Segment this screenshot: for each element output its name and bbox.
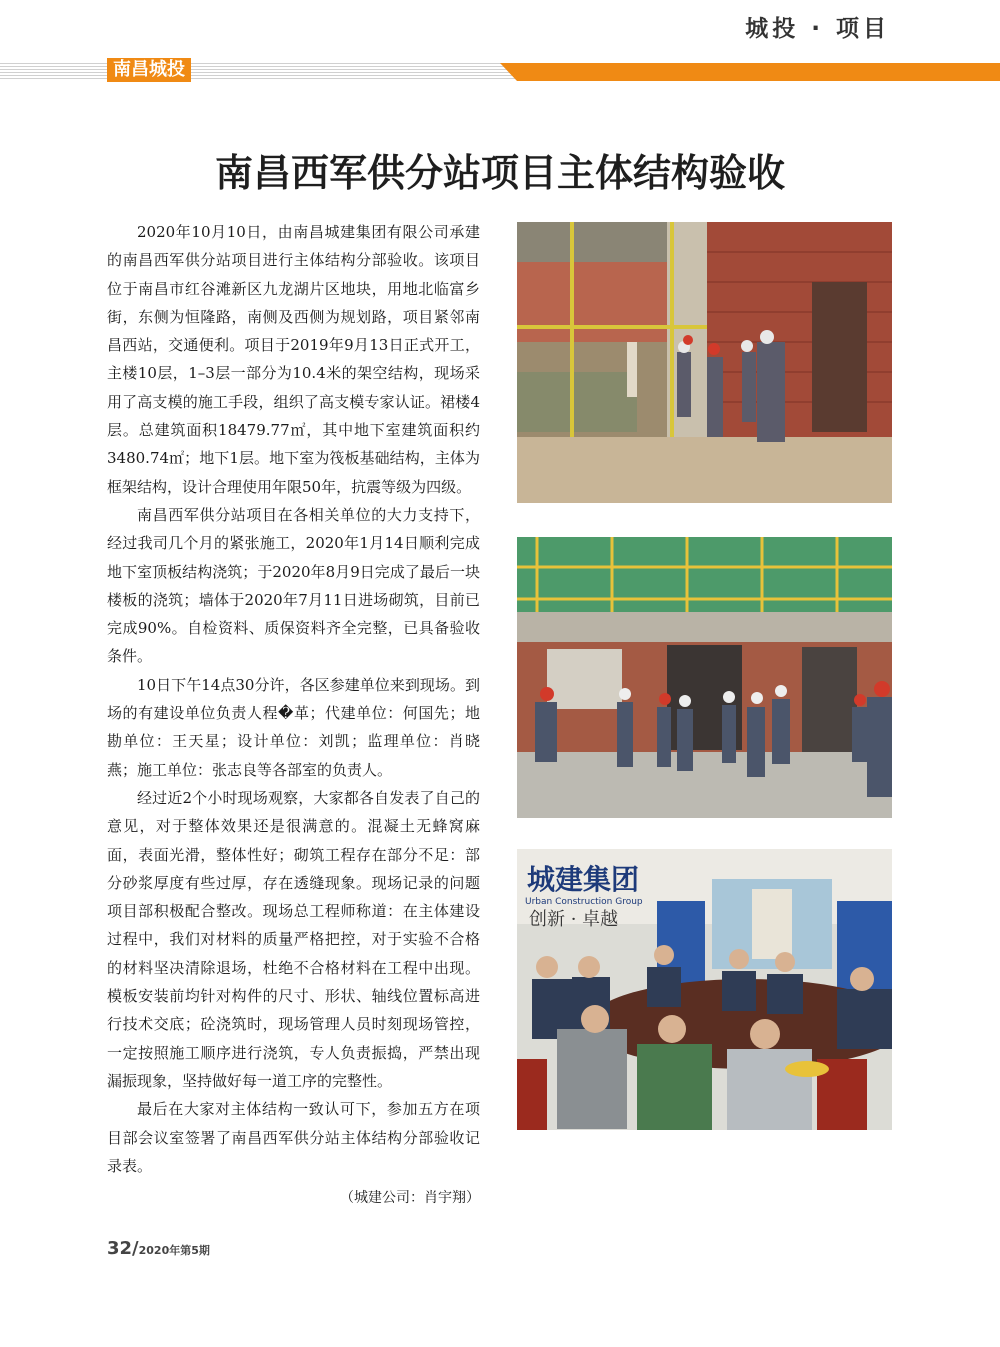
- column-tag: 南昌城投: [107, 58, 191, 82]
- photo-group-outside: [517, 537, 892, 818]
- paragraph-3: 10日下午14点30分许，各区参建单位来到现场。到场的有建设单位负责人程�革；代建单位：何国先；地勘单位：王天星；设计单位：刘凯；监理单位：肖晓燕；施工单位：张志良等各部室的负责人。: [107, 675, 480, 779]
- page-footer: [107, 1238, 210, 1259]
- issue-label: 2020年第5期: [138, 1244, 210, 1257]
- meeting-sign-english: Urban Construction Group: [525, 897, 643, 907]
- photo-meeting-room: [517, 849, 892, 1130]
- section-title: 城投 · 项目: [745, 16, 890, 42]
- page-number: 32/: [107, 1238, 139, 1259]
- paragraph-1: 2020年10月10日，由南昌城建集团有限公司承建的南昌西军供分站项目进行主体结构分部验收。该项目位于南昌市红谷滩新区九龙湖片区地块，用地北临富乡街，东侧为恒隆路，南侧及西侧为规划路，项目紧邻南昌西站，交通便利。项目于2019年9月13日正式开工，主楼10层，1–3层一部分为10.4米的架空结构，现场采用了高支模的施工手段，组织了高支模专家认证。裙楼4层。总建筑面积18479.77㎡，其中地下室建筑面积约3480.74㎡；地下1层。地下室为筏板基础结构，主体为框架结构，设计合理使用年限50年，抗震等级为四级。: [107, 223, 480, 496]
- paragraph-5: 最后在大家对主体结构一致认可下，参加五方在项目部会议室签署了南昌西军供分站主体结构分部验收记录表。: [107, 1100, 480, 1175]
- photo-site-inspection: [517, 222, 892, 503]
- meeting-sign-main: 城建集团: [527, 863, 640, 896]
- byline: （城建公司：肖宇翔）: [340, 1190, 480, 1206]
- paragraph-4: 经过近2个小时现场观察，大家都各自发表了自己的意见，对于整体效果还是很满意的。混凝土无蜂窝麻面，表面光滑，整体性好；砌筑工程存在部分不足：部分砂浆厚度有些过厚，存在透缝现象。现场记录的问题项目部积极配合整改。现场总工程师称道：在主体建设过程中，我们对材料的质量严格把控，对于实验不合格的材料坚决清除退场，杜绝不合格材料在工程中出现。模板安装前均针对构件的尺寸、形状、轴线位置标高进行技术交底；砼浇筑时，现场管理人员时刻现场管控，一定按照施工顺序进行浇筑，专人负责振捣，严禁出现漏振现象，坚持做好每一道工序的完整性。: [107, 788, 480, 1090]
- meeting-slogan: 创新 · 卓越: [529, 909, 619, 930]
- article-title: 南昌西军供分站项目主体结构验收: [214, 151, 785, 195]
- article-body: [107, 218, 480, 1180]
- paragraph-2: 南昌西军供分站项目在各相关单位的大力支持下，经过我司几个月的紧张施工，2020年1月14日顺利完成地下室顶板结构浇筑；于2020年8月9日完成了最后一块楼板的浇筑；墙体于2020年7月11日进场砌筑，目前已完成90%。自检资料、质保资料齐全完整，已具备验收条件。: [107, 505, 480, 666]
